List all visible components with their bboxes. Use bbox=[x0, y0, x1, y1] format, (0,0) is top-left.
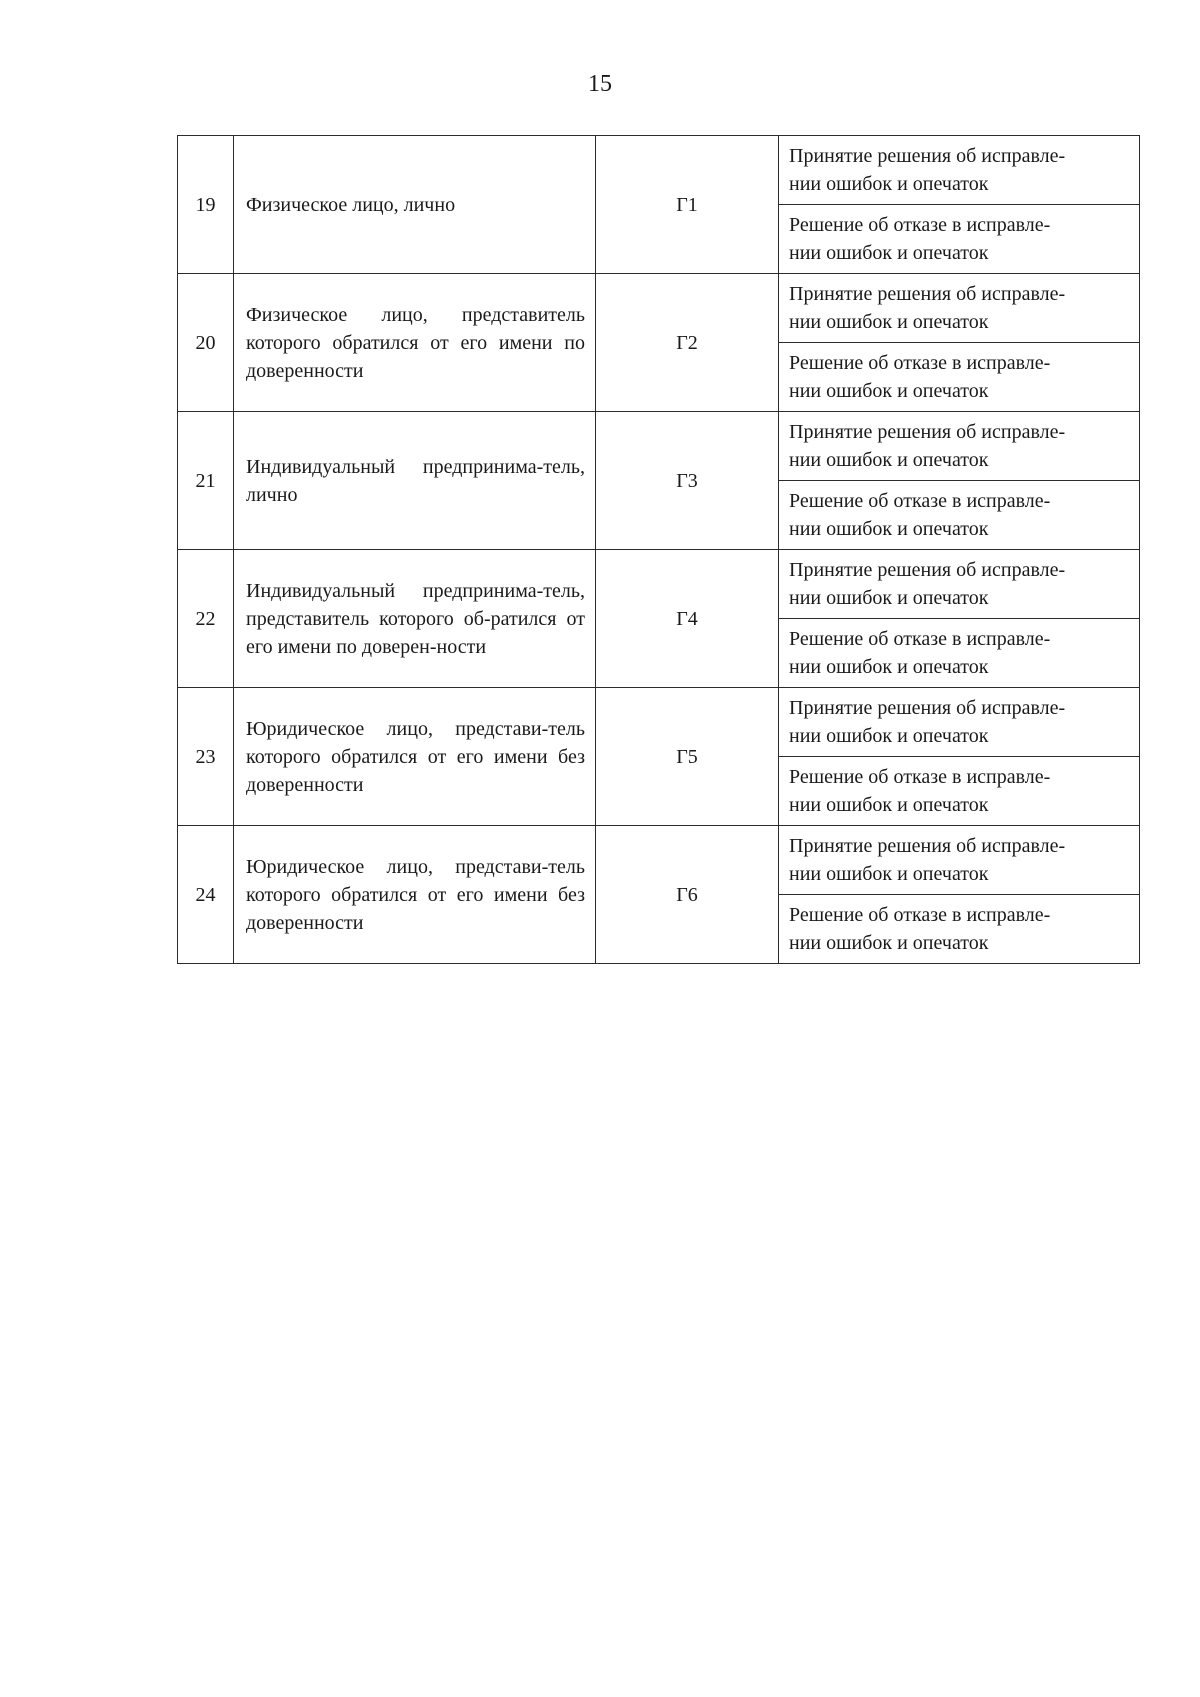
result-text-line: Решение об отказе в исправле- bbox=[789, 766, 1051, 788]
result-text-line: нии ошибок и опечаток bbox=[789, 863, 989, 885]
applicant-cell: Физическое лицо, представитель которого обратился от его имени по доверенности bbox=[234, 274, 596, 412]
table-row bbox=[178, 274, 1140, 343]
result-accept bbox=[779, 550, 1140, 619]
result-refuse bbox=[779, 205, 1140, 274]
row-number: 22 bbox=[178, 550, 234, 688]
variant-code: Г5 bbox=[596, 688, 779, 826]
result-accept bbox=[779, 412, 1140, 481]
result-text-line: нии ошибок и опечаток bbox=[789, 587, 989, 609]
table-row bbox=[178, 826, 1140, 895]
applicant-cell: Юридическое лицо, представи-тель которого обратился от его имени без доверенности bbox=[234, 826, 596, 964]
result-text-line: нии ошибок и опечаток bbox=[789, 311, 989, 333]
result-refuse bbox=[779, 343, 1140, 412]
result-text-line: нии ошибок и опечаток bbox=[789, 656, 989, 678]
applicant-cell: Юридическое лицо, представи-тель которого обратился от его имени без доверенности bbox=[234, 688, 596, 826]
result-accept bbox=[779, 688, 1140, 757]
variant-code: Г4 bbox=[596, 550, 779, 688]
table-body bbox=[178, 136, 1140, 964]
result-accept bbox=[779, 136, 1140, 205]
result-text-line: Принятие решения об исправле- bbox=[789, 421, 1066, 443]
table-row bbox=[178, 136, 1140, 205]
result-text-line: нии ошибок и опечаток bbox=[789, 518, 989, 540]
result-text-line: Принятие решения об исправле- bbox=[789, 697, 1066, 719]
row-number: 19 bbox=[178, 136, 234, 274]
result-text-line: нии ошибок и опечаток bbox=[789, 242, 989, 264]
row-number: 20 bbox=[178, 274, 234, 412]
result-text-line: нии ошибок и опечаток bbox=[789, 725, 989, 747]
result-text-line: Решение об отказе в исправле- bbox=[789, 904, 1051, 926]
applicant-cell: Физическое лицо, лично bbox=[234, 136, 596, 274]
result-text-line: Решение об отказе в исправле- bbox=[789, 352, 1051, 374]
variant-code: Г1 bbox=[596, 136, 779, 274]
table-row bbox=[178, 550, 1140, 619]
result-text-line: нии ошибок и опечаток bbox=[789, 449, 989, 471]
result-text-line: Решение об отказе в исправле- bbox=[789, 490, 1051, 512]
result-text-line: Решение об отказе в исправле- bbox=[789, 628, 1051, 650]
page-number: 15 bbox=[588, 71, 612, 97]
result-text-line: Принятие решения об исправле- bbox=[789, 835, 1066, 857]
result-refuse bbox=[779, 619, 1140, 688]
services-table bbox=[177, 135, 1140, 964]
row-number: 21 bbox=[178, 412, 234, 550]
result-refuse bbox=[779, 895, 1140, 964]
result-text-line: Решение об отказе в исправле- bbox=[789, 214, 1051, 236]
result-refuse bbox=[779, 757, 1140, 826]
variant-code: Г6 bbox=[596, 826, 779, 964]
variant-code: Г2 bbox=[596, 274, 779, 412]
result-text-line: Принятие решения об исправле- bbox=[789, 559, 1066, 581]
table-row bbox=[178, 688, 1140, 757]
result-text-line: нии ошибок и опечаток bbox=[789, 173, 989, 195]
result-text-line: нии ошибок и опечаток bbox=[789, 794, 989, 816]
result-accept bbox=[779, 826, 1140, 895]
result-text-line: Принятие решения об исправле- bbox=[789, 145, 1066, 167]
applicant-cell: Индивидуальный предпринима-тель, представитель которого об-ратился от его имени по доверен-ности bbox=[234, 550, 596, 688]
result-text-line: нии ошибок и опечаток bbox=[789, 380, 989, 402]
variant-code: Г3 bbox=[596, 412, 779, 550]
result-text-line: нии ошибок и опечаток bbox=[789, 932, 989, 954]
row-number: 24 bbox=[178, 826, 234, 964]
result-refuse bbox=[779, 481, 1140, 550]
row-number: 23 bbox=[178, 688, 234, 826]
applicant-cell: Индивидуальный предпринима-тель, лично bbox=[234, 412, 596, 550]
result-text-line: Принятие решения об исправле- bbox=[789, 283, 1066, 305]
table-row bbox=[178, 412, 1140, 481]
result-accept bbox=[779, 274, 1140, 343]
